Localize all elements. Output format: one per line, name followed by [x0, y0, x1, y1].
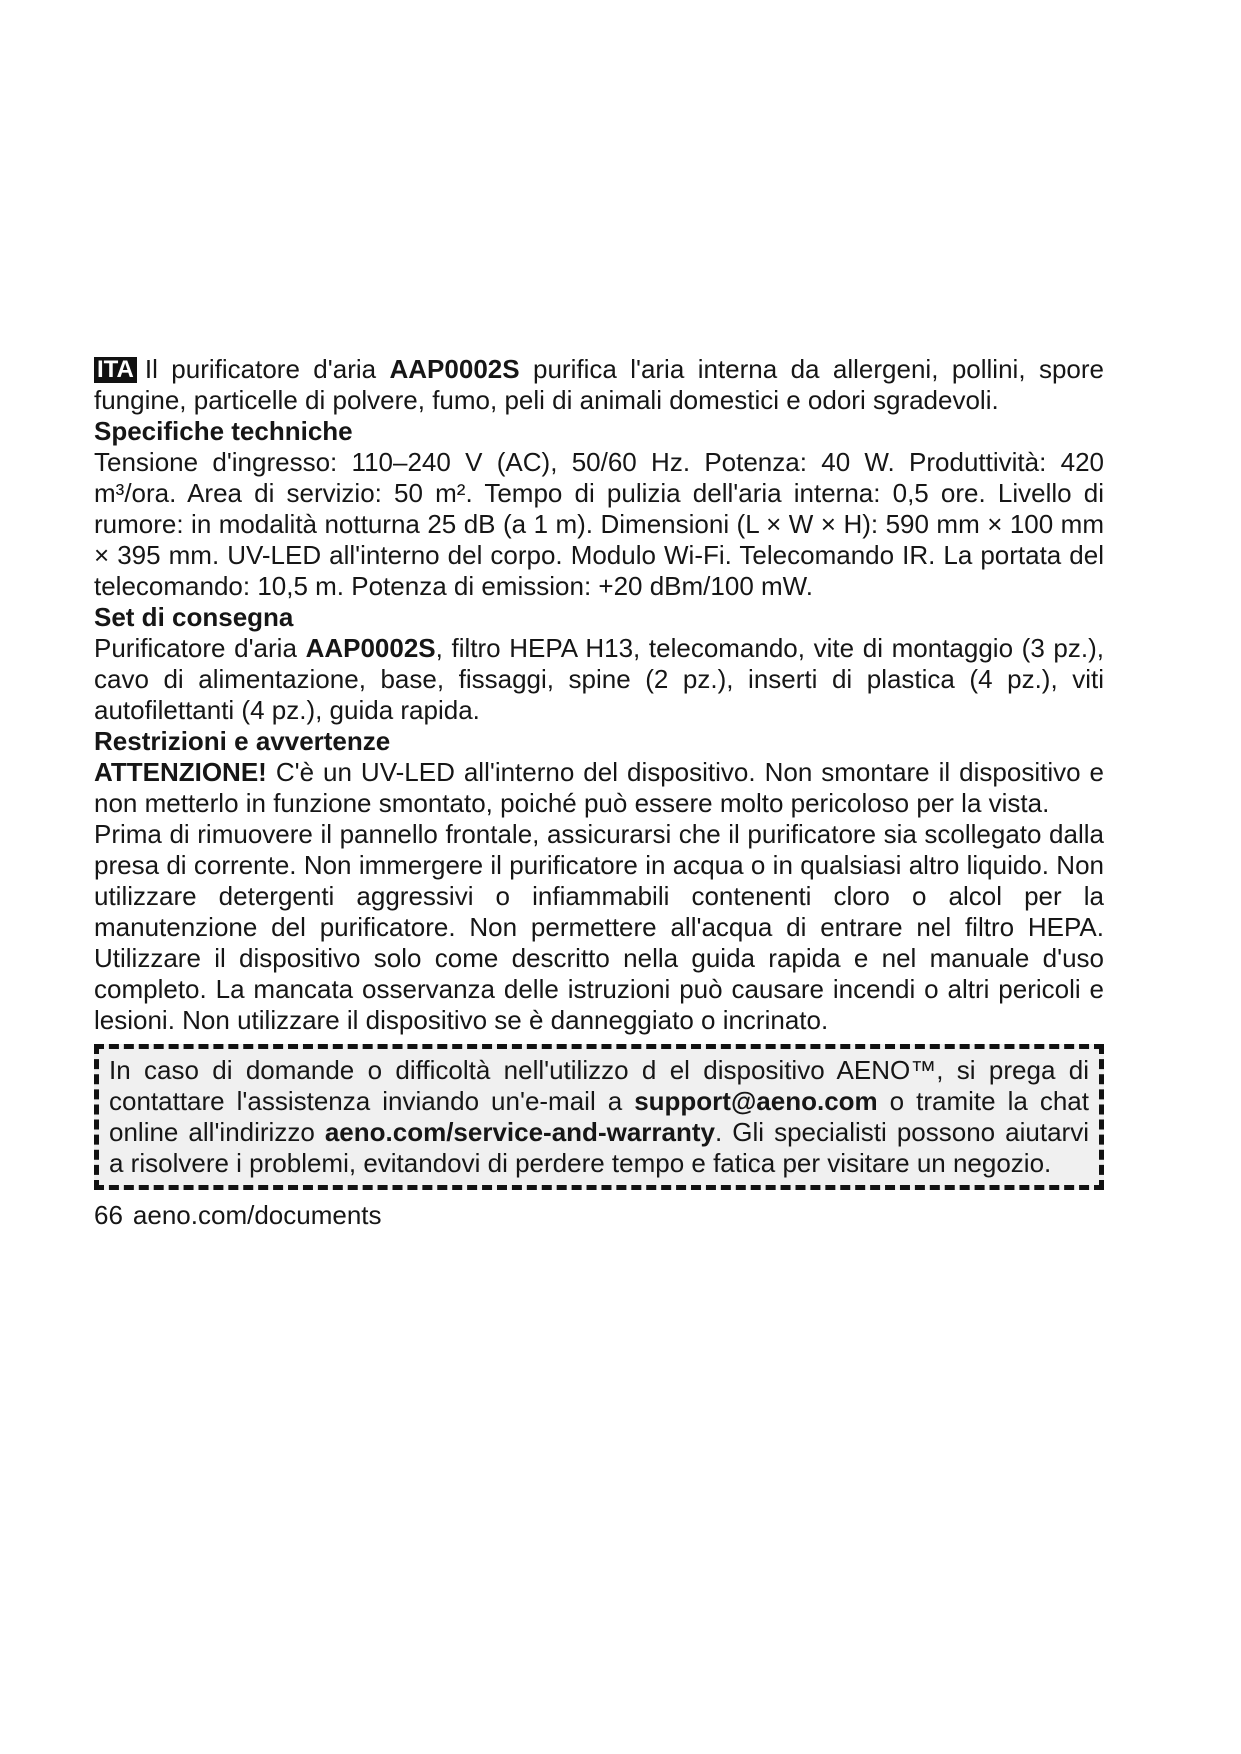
document-body [94, 354, 1104, 1231]
intro-paragraph [94, 354, 1104, 416]
footer-url[interactable]: aeno.com/documents [132, 1200, 382, 1230]
warnings-heading: Restrizioni e avvertenze [94, 726, 391, 756]
attention-paragraph [94, 757, 1104, 819]
language-badge: ITA [94, 357, 137, 383]
support-text-1: In caso di domande o difficoltà nell'utilizzo d el dispositivo AENO™, si prega di contattare l'assistenza inviando un'e-mail a [109, 1055, 1089, 1116]
specs-heading: Specifiche techniche [94, 416, 353, 446]
attention-text: C'è un UV-LED all'interno del dispositivo. Non smontare il dispositivo e non metterlo in funzione smontato, poiché può essere molto pericoloso per la vista. [94, 757, 1105, 818]
intro-text-before: Il purificatore d'aria [144, 354, 377, 384]
page-footer [94, 1200, 1104, 1231]
support-url-link[interactable]: aeno.com/service-and-warranty [324, 1117, 715, 1147]
delivery-paragraph [94, 633, 1104, 726]
warnings-paragraph: Prima di rimuovere il pannello frontale, assicurarsi che il purificatore sia scollegato dalla presa di corrente. Non immergere il purificatore in acqua o in qualsiasi altro liquido. Non utilizzare detergenti aggressivi o infiammabili contenenti cloro o alcol per la manutenzione del purificatore. Non permettere all'acqua di entrare nel filtro HEPA. Utilizzare il dispositivo solo come descritto nella guida rapida e nel manuale d'uso completo. La mancata osservanza delle istruzioni può causare incendi o altri pericoli e lesioni. Non utilizzare il dispositivo se è danneggiato o incrinato. [94, 819, 1104, 1035]
support-text-3: . Gli specialisti possono aiutarvi a risolvere i problemi, evitandovi di perdere tempo e fatica per visitare un negozio. [109, 1117, 1089, 1178]
intro-model: AAP0002S [389, 354, 520, 384]
specs-paragraph: Tensione d'ingresso: 110–240 V (AC), 50/60 Hz. Potenza: 40 W. Produttività: 420 m³/ora. Area di servizio: 50 m². Tempo di pulizia dell'aria interna: 0,5 ore. Livello di rumore: in modalità notturna 25 dB (a 1 m). Dimensioni (L × W × H): 590 mm × 100 mm × 395 mm. UV-LED all'interno del corpo. Modulo Wi-Fi. Telecomando IR. La portata del telecomando: 10,5 m. Potenza di emission: +20 dBm/100 mW. [94, 447, 1104, 601]
support-note-box [94, 1044, 1104, 1190]
delivery-model: AAP0002S [305, 633, 436, 663]
support-text-2: o tramite la chat online all'indirizzo [109, 1086, 1089, 1147]
page-number: 66 [94, 1200, 123, 1230]
delivery-heading: Set di consegna [94, 602, 294, 632]
delivery-text-after: , filtro HEPA H13, telecomando, vite di montaggio (3 pz.), cavo di alimentazione, base, fissaggi, spine (2 pz.), inserti di plastica (4 pz.), viti autofilettanti (4 pz.), guida rapida. [94, 633, 1104, 725]
support-email-link[interactable]: support@aeno.com [634, 1086, 878, 1116]
attention-label: ATTENZIONE! [94, 757, 267, 787]
intro-text-after: purifica l'aria interna da allergeni, pollini, spore fungine, particelle di polvere, fumo, peli di animali domestici e odori sgradevoli. [94, 354, 1104, 415]
delivery-text-before: Purificatore d'aria [94, 633, 297, 663]
